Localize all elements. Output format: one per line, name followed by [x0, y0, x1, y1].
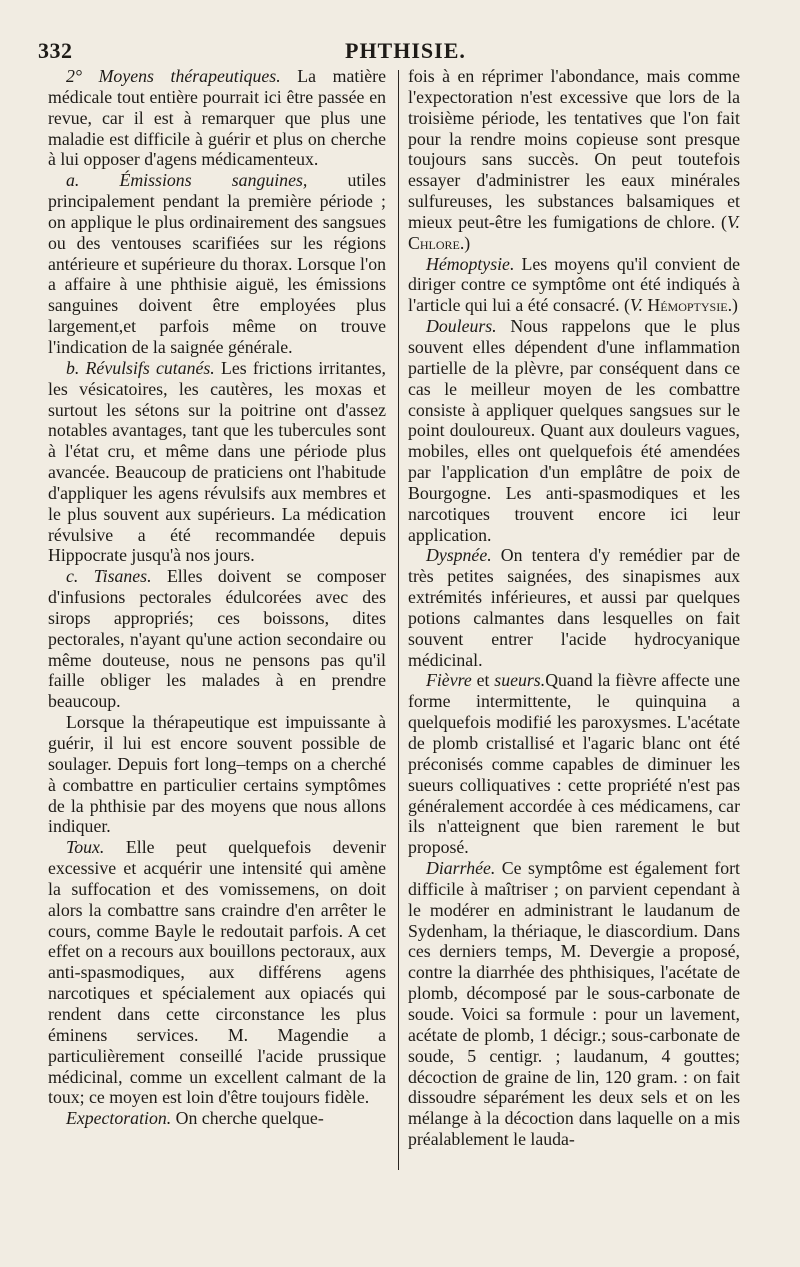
left-column [48, 66, 386, 1129]
paragraph-text: La matière médicale tout entière pourrait ici être passée en revue, car il est à remarquer que plus une maladie est difficile à guérir et plus on cherche à lui opposer d'agens médicamenteux. [48, 66, 386, 170]
paragraph-blood-emissions [48, 170, 386, 358]
paragraph-text: Les frictions irritantes, les vésicatoires, les cautères, les moxas et surtout les sétons sur la poitrine ont d'assez notables avantages, tant que les tubercules sont à l'état cru, et même dans une période plus avancée. Beaucoup de praticiens ont l'habitude d'appliquer les agens révulsifs aux membres et le plus souvent aux supérieurs. La médication révulsive a été recommandée depuis Hippocrate jusqu'à nos jours. [48, 357, 386, 566]
section-heading: a. Émissions sanguines, [66, 170, 308, 191]
page-number: 332 [38, 38, 73, 63]
paragraph-therapeutic-means [48, 66, 386, 170]
cross-reference-marker: V. [726, 211, 740, 232]
paragraph-text: Ce symptôme est également fort difficile à maîtriser ; on parvient cependant à le modérer en administrant le laudanum de Sydenham, la thériaque, le diascordium. Dans ces derniers temps, M. Devergie a proposé, contre la diarrhée des phthisiques, l'acétate de plomb, décomposé par le sous-carbonate de soude. Voici sa formule : pour un lavement, acétate de plomb, 1 décigr.; sous-carbonate de soude, 5 centigr. ; laudanum, 4 gouttes; décoction de graine de lin, 120 gram. : on fait dissoudre séparément les deux sels et on les mélange à la décoction dans laquelle on a mis préalablement le lauda- [408, 858, 740, 1150]
paragraph-fever-sweats [408, 670, 740, 858]
running-title: PHTHISIE. [345, 38, 466, 63]
cross-reference-close: .) [727, 295, 738, 316]
section-heading: sueurs. [494, 670, 546, 691]
section-heading: Expectoration. [66, 1108, 172, 1129]
section-heading: Dyspnée. [426, 545, 492, 566]
section-heading: Fièvre [426, 670, 472, 691]
section-heading: Diarrhée. [426, 858, 496, 879]
section-heading: 2° Moyens thérapeutiques. [66, 66, 281, 86]
paragraph-expectoration-continued [408, 66, 740, 254]
section-heading: Hémoptysie. [426, 253, 515, 274]
paragraph-text: Elles doivent se composer d'infusions pectorales édulcorées avec des sirops appropriés; ces boissons, dites pectorales, n'ayant qu'une action secondaire ou même douteuse, nous ne pensons pas qu'il faille obliger les malades à en prendre beaucoup. [48, 566, 386, 712]
paragraph-text: Nous rappelons que le plus souvent elles dépendent d'une inflammation partielle de la plèvre, par conséquent dans ce cas le meilleur moyen de les combattre consiste à appliquer quelques sangsues sur le point douloureux. Quant aux douleurs vagues, mobiles, elles ont quelquefois été amendées par l'application d'un emplâtre de poix de Bourgogne. Les anti-spasmodiques et les narcotiques trouvent encore ici leur application. [408, 316, 740, 545]
paragraph-cough [48, 837, 386, 1108]
paragraph-text: utiles principalement pendant la première période ; on applique le plus ordinairement des sangsues ou des ventouses scarifiées sur les régions antérieure et supérieure du thorax. Lorsque l'on a affaire à une phthisie aiguë, les émissions sanguines doivent être employées plus largement,et parfois même on trouve l'indication de la saignée générale. [48, 170, 386, 357]
paragraph-palliative [48, 712, 386, 837]
paragraph-text: Quand la fièvre affecte une forme intermittente, le quinquina a quelquefois modifié les paroxysmes. L'acétate de plomb cristallisé et l'agaric blanc ont été préconisés comme capables de diminuer les sueurs colliquatives : cette propriété n'est pas généralement accordée à ces médicamens, car ils n'atteignent que bien rarement le but proposé. [408, 670, 740, 858]
paragraph-diarrhea [408, 858, 740, 1150]
cross-reference-close: .) [459, 232, 471, 253]
cross-reference-marker: V. [629, 295, 643, 316]
paragraph-expectoration [48, 1108, 386, 1129]
section-heading: Toux. [66, 837, 105, 858]
column-divider [398, 70, 399, 1170]
section-heading: Douleurs. [426, 316, 497, 337]
paragraph-text: Les moyens qu'il convient de diriger contre ce symptôme ont été indiqués à l'article qui lui a été consacré. ( [408, 253, 740, 316]
paragraph-hemoptysis [408, 254, 740, 317]
paragraph-text: fois à en réprimer l'abondance, mais comme l'expectoration n'est excessive que lors de la troisième période, les tentatives que l'on fait pour la rendre moins copieuse sont presque toujours sans succès. On peut toutefois essayer d'administrer les eaux minérales sulfureuses, les substances balsamiques et mieux peut-être les fumigations de chlore. ( [408, 66, 740, 232]
paragraph-tisanes [48, 566, 386, 712]
paragraph-cutaneous-revulsives [48, 358, 386, 566]
paragraph-dyspnea [408, 545, 740, 670]
paragraph-pains [408, 316, 740, 545]
cross-reference: Chlore [408, 232, 460, 253]
section-heading: b. Révulsifs cutanés. [66, 357, 215, 378]
cross-reference: Hémoptysie [647, 295, 728, 316]
paragraph-text: On cherche quelque- [171, 1108, 324, 1129]
heading-connector: et [471, 670, 495, 691]
paragraph-text: Lorsque la thérapeutique est impuissante à guérir, il lui est encore souvent possible de soulager. Depuis fort long–temps on a cherché à combattre en particulier certains symptômes de la phthisie par des moyens que nous allons indiquer. [48, 712, 386, 837]
right-column [408, 66, 740, 1150]
paragraph-text: Elle peut quelquefois devenir excessive et acquérir une intensité qui amène la suffocation et des vomissemens, on doit alors la combattre sans craindre d'en arrêter le cours, comme Bayle le redoutait parfois. A cet effet on a recours aux bouillons pectoraux, aux anti-spasmodiques, aux différens agens narcotiques et spécialement aux opiacés qui rendent dans cette circonstance les plus éminens services. M. Magendie a particulièrement conseillé l'acide prussique médicinal, comme un excellent calmant de la toux; ce moyen est loin d'être toujours fidèle. [48, 837, 386, 1108]
section-heading: c. Tisanes. [66, 566, 152, 587]
paragraph-text: On tentera d'y remédier par de très petites saignées, des sinapismes aux extrémités inférieures, et aussi par quelques potions calmantes dans lesquelles on fait souvent entrer l'acide hydrocyanique médicinal. [408, 545, 740, 670]
